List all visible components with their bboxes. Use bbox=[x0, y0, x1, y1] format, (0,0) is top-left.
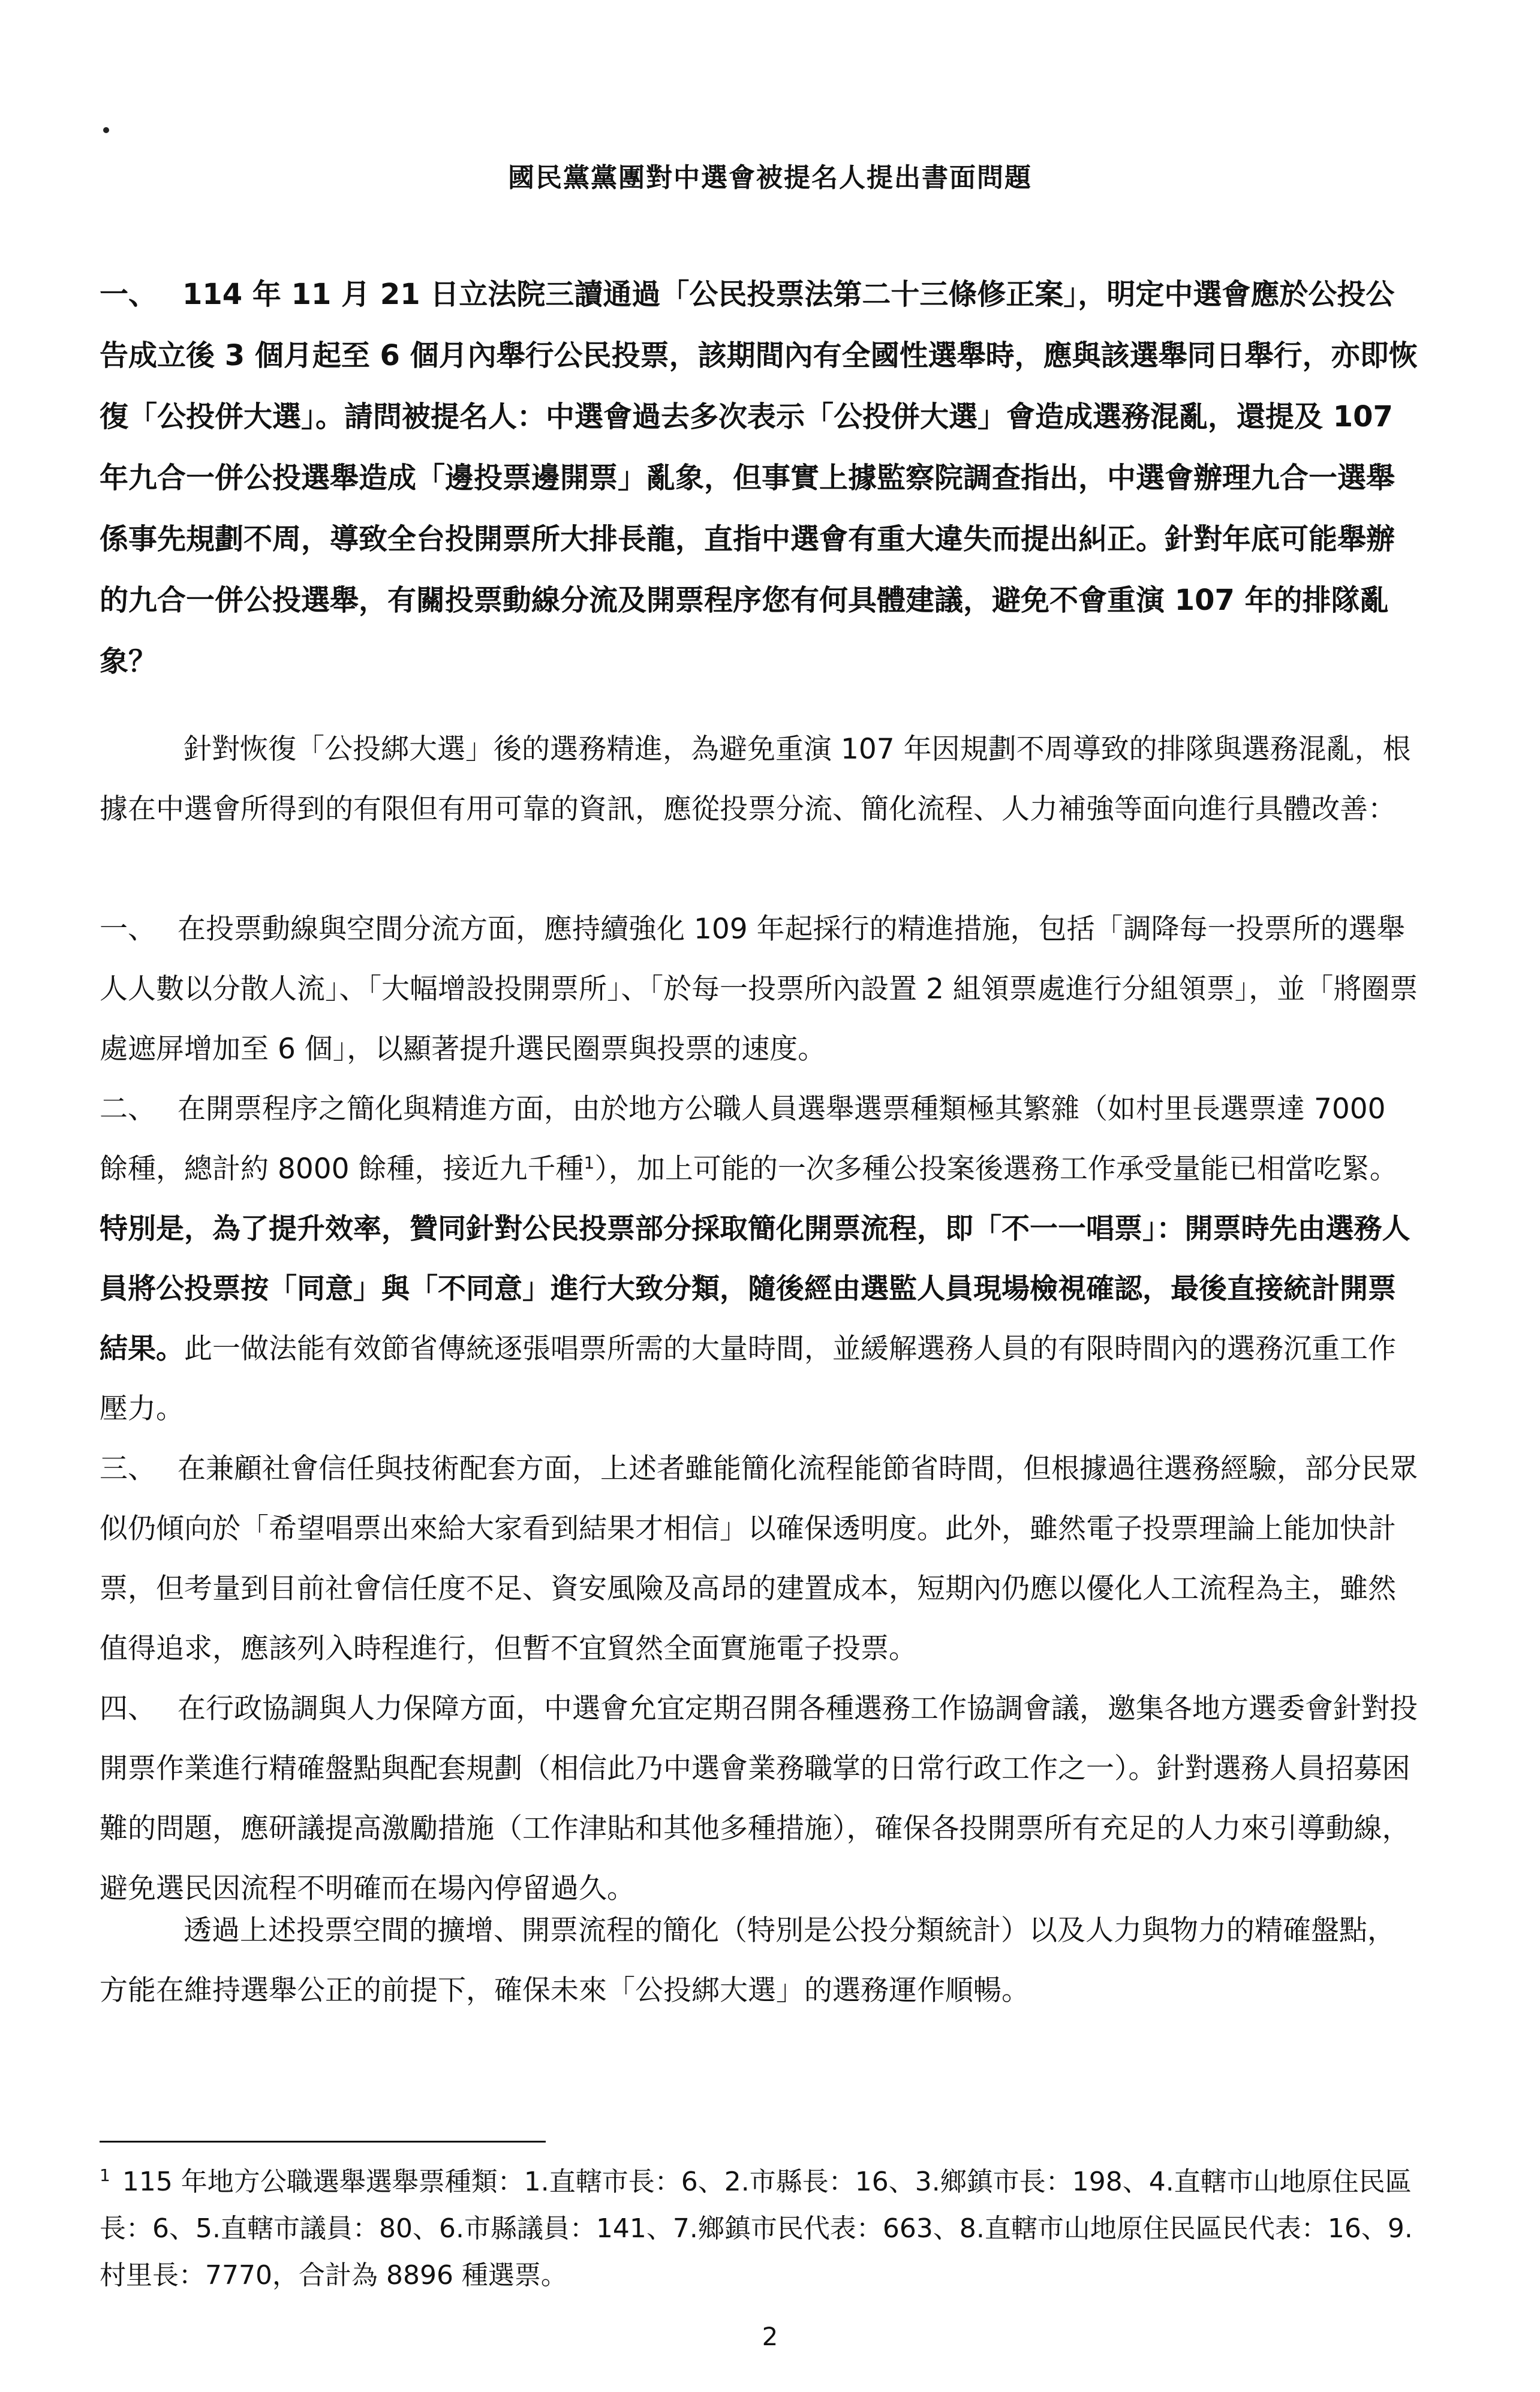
answer-item-marker: 三、 bbox=[100, 1452, 156, 1485]
answer-item-text-end: 此一做法能有效節省傳統逐張唱票所需的大量時間，並緩解選務人員的有限時間內的選務沉重工作壓力。 bbox=[100, 1332, 1396, 1425]
page-title: 國民黨黨團對中選會被提名人提出書面問題 bbox=[508, 163, 1032, 193]
footnote-text: 115 年地方公職選舉選舉票種類：1.直轄市長：6、2.市縣長：16、3.鄉鎮市長：198、4.直轄市山地原住民區長：6、5.直轄市議員：80、6.市縣議員：141、7.鄉鎮市民代表：663、8.直轄市山地原住民區民代表：16、9.村里長：7770，合計為 8896 種選票。 bbox=[100, 2167, 1413, 2291]
footnote bbox=[100, 2159, 1419, 2299]
page-number: 2 bbox=[762, 2322, 778, 2351]
answer-item-marker: 二、 bbox=[100, 1093, 156, 1126]
answer-item-text: 在投票動線與空間分流方面，應持續強化 109 年起採行的精進措施，包括「調降每一投票所的選舉人人數以分散人流」、「大幅增設投開票所」、「於每一投票所內設置 2 組領票處進行分組領票」，並「將圈票處遮屏增加至 6 個」，以顯著提升選民圈票與投票的速度。 bbox=[100, 913, 1418, 1066]
answer-item-bold-text: 特別是，為了提升效率，贊同針對公民投票部分採取簡化開票流程，即「不一一唱票」：開票時先由選務人員將公投票按「同意」與「不同意」進行大致分類，隨後經由選監人員現場檢視確認，最後直接統計開票結果。 bbox=[100, 1212, 1410, 1365]
answer-item-3 bbox=[100, 1439, 1419, 1679]
answer-item-1 bbox=[100, 899, 1419, 1079]
answer-item-text: 在兼顧社會信任與技術配套方面，上述者雖能簡化流程能節省時間，但根據過往選務經驗，部分民眾似仍傾向於「希望唱票出來給大家看到結果才相信」以確保透明度。此外，雖然電子投票理論上能加快計票，但考量到目前社會信任度不足、資安風險及高昂的建置成本，短期內仍應以優化人工流程為主，雖然值得追求，應該列入時程進行，但暫不宜貿然全面實施電子投票。 bbox=[100, 1452, 1418, 1665]
question-text: 114 年 11 月 21 日立法院三讀通過「公民投票法第二十三條修正案」，明定中選會應於公投公告成立後 3 個月起至 6 個月內舉行公民投票，該期間內有全國性選舉時，應與該選舉同日舉行，亦即恢復「公投併大選」。請問被提名人：中選會過去多次表示「公投併大選」會造成選務混亂，還提及 107 年九合一併公投選舉造成「邊投票邊開票」亂象，但事實上據監察院調查指出，中選會辦理九合一選舉係事先規劃不周，導致全台投開票所大排長龍，直指中選會有重大違失而提出糾正。針對年底可能舉辦的九合一併公投選舉，有關投票動線分流及開票程序您有何具體建議，避免不會重演 107 年的排隊亂象？ bbox=[100, 278, 1418, 678]
answer-list bbox=[100, 899, 1419, 1919]
answer-item-4 bbox=[100, 1679, 1419, 1919]
answer-item-marker: 一、 bbox=[100, 913, 156, 946]
answer-item-2 bbox=[100, 1079, 1419, 1439]
footnote-divider bbox=[100, 2141, 546, 2143]
footnote-reference: 1 bbox=[583, 1153, 595, 1173]
answer-item-marker: 四、 bbox=[100, 1692, 156, 1725]
question-block bbox=[100, 264, 1419, 692]
footnote-mark: 1 bbox=[100, 2165, 110, 2186]
answer-item-text: 在行政協調與人力保障方面，中選會允宜定期召開各種選務工作協調會議，邀集各地方選委會針對投開票作業進行精確盤點與配套規劃（相信此乃中選會業務職掌的日常行政工作之一）。針對選務人員招募困難的問題，應研議提高激勵措施（工作津貼和其他多種措施），確保各投開票所有充足的人力來引導動線，避免選民因流程不明確而在場內停留過久。 bbox=[100, 1692, 1418, 1905]
answer-item-text: 在開票程序之簡化與精進方面，由於地方公職人員選舉選票種類極其繁雜（如村里長選票達 7000 餘種，總計約 8000 餘種，接近九千種 bbox=[100, 1093, 1386, 1186]
answer-conclusion: 透過上述投票空間的擴增、開票流程的簡化（特別是公投分類統計）以及人力與物力的精確盤點，方能在維持選舉公正的前提下，確保未來「公投綁大選」的選務運作順暢。 bbox=[100, 1914, 1395, 2007]
question-number: 一、 bbox=[100, 278, 158, 311]
answer-intro: 針對恢復「公投綁大選」後的選務精進，為避免重演 107 年因規劃不周導致的排隊與選務混亂，根據在中選會所得到的有限但有用可靠的資訊，應從投票分流、簡化流程、人力補強等面向進行具體改善： bbox=[100, 733, 1411, 826]
scan-dot bbox=[103, 127, 109, 133]
answer-item-text-cont: ），加上可能的一次多種公投案後選務工作承受量能已相當吃緊。 bbox=[594, 1153, 1398, 1186]
